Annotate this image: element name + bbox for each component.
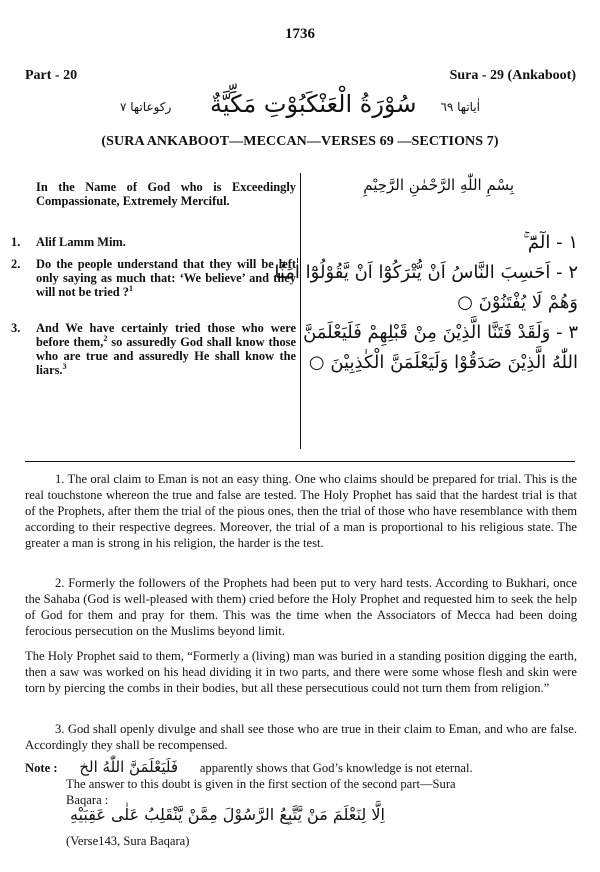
ayat-count: اٰیاتھا ٦٩ bbox=[440, 100, 480, 114]
arabic-line-4: ٣ - وَلَقَدْ فَتَنَّا الَّذِيْنَ مِنْ قَبْلِهِمْ فَلَيَعْلَمَنَّ bbox=[303, 322, 578, 343]
arabic-line-1: ١ - الٓمّٓ ۚ bbox=[523, 232, 578, 253]
arabic-line-2: ٢ - اَحَسِبَ النَّاسُ اَنْ يُّتْرَكُوْٓا اَنْ يَّقُوْلُوْٓا اٰمَنَّا bbox=[274, 262, 578, 283]
footnote-2: 2. Formerly the followers of the Prophets had been put to very hard tests. According to Bukhari, once the Sahaba (God is well-pleased with them) cried before the Holy Prophet and requested him to seek the help of God for them and pray for them. This was the time when the Associators of Mecca had been doing ferocious persecution on the Muslims beyond limit. bbox=[25, 576, 577, 638]
footnote-2-continued: The Holy Prophet said to them, “Formerly a (living) man was buried in a standing position digging the earth, then a saw was worked on his head dividing it in two parts, and there were some whose flesh and skin were torn by piercing the combs in their bodies, but all these persecutious could not turn them from religion.” bbox=[25, 649, 577, 695]
footnote-rule bbox=[25, 461, 575, 462]
surah-subtitle: (SURA ANKABOOT—MECCAN—VERSES 69 —SECTIONS 7) bbox=[101, 134, 499, 149]
page-number: 1736 bbox=[285, 26, 315, 42]
english-verse-2 bbox=[11, 257, 296, 299]
verse-number: 2. bbox=[11, 257, 21, 271]
note-row bbox=[25, 759, 473, 776]
footnote-1: 1. The oral claim to Eman is not an easy thing. One who claims should be prepared for trial. This is the real touchstone whereon the true and false are tested. The Holy Prophet has said that the hardest trial is that of the Prophets, after them the trial of the pious ones, then the trial of those who have resemblance with them according to their respective degrees. Moreover, the trial of a man is proportional to his religious state. The greater a man is strong in his religion, the harder is the test. bbox=[25, 472, 577, 550]
arabic-line-5: اللّٰهُ الَّذِيْنَ صَدَقُوْا وَلَيَعْلَمَنَّ الْكٰذِبِيْنَ ○ bbox=[308, 352, 578, 373]
verse-text-cont: so assuredly God shall know those who are true and assuredly He shall know the liars. bbox=[36, 335, 296, 377]
english-verse-3 bbox=[11, 321, 296, 377]
note-text: apparently shows that God’s knowledge is not eternal. bbox=[199, 761, 473, 775]
verse-text: Do the people understand that they will be left only saying as much that: ‘We believe’ and they will not be tried ? bbox=[36, 257, 296, 299]
verse-number: 1. bbox=[11, 235, 21, 249]
note-line-3-label: Baqara : bbox=[66, 793, 109, 807]
note-verse-reference: (Verse143, Sura Baqara) bbox=[66, 834, 190, 848]
footnote-ref: 2 bbox=[103, 333, 108, 343]
note-baqara-arabic: اِلَّا لِنَعْلَمَ مَنْ يَّتَّبِعُ الرَّسُوْلَ مِمَّنْ يَّنْقَلِبُ عَلٰى عَقِبَيْهِ bbox=[70, 805, 385, 824]
verse-text: And We have certainly tried those who were before them, bbox=[36, 321, 296, 349]
arabic-bismillah: بِسْمِ اللّٰهِ الرَّحْمٰنِ الرَّحِيْمِ bbox=[363, 176, 514, 194]
english-verse-1 bbox=[11, 235, 296, 249]
surah-name-arabic: سُوْرَةُ الْعَنْكَبُوْتِ مَكِّيَّةٌ bbox=[210, 90, 417, 118]
english-bismillah bbox=[36, 180, 296, 208]
note-label: Note : bbox=[25, 761, 58, 775]
note-arabic: فَلَيَعْلَمَنَّ اللّٰهُ الخ bbox=[79, 758, 179, 776]
footnote-ref: 1 bbox=[128, 283, 133, 293]
footnote-ref: 3 bbox=[62, 361, 67, 371]
english-bismillah-text: In the Name of God who is Exceedingly Compassionate, Extremely Merciful. bbox=[36, 180, 296, 208]
sura-label: Sura - 29 (Ankaboot) bbox=[449, 68, 576, 83]
surah-title-row bbox=[120, 88, 480, 128]
part-label: Part - 20 bbox=[25, 68, 78, 83]
verse-number: 3. bbox=[11, 321, 21, 335]
arabic-line-3: وَهُمْ لَا يُفْتَنُوْنَ ○ bbox=[457, 292, 578, 313]
footnote-3: 3. God shall openly divulge and shall see those who are true in their claim to Eman, and who are false. Accordingly they shall be recompensed. bbox=[25, 722, 577, 752]
ruku-count: رکوعاتھا ٧ bbox=[120, 100, 172, 114]
note-line-2: The answer to this doubt is given in the first section of the second part—Sura bbox=[66, 777, 456, 791]
verse-text: Alif Lamm Mim. bbox=[36, 235, 126, 249]
column-divider bbox=[300, 173, 301, 449]
